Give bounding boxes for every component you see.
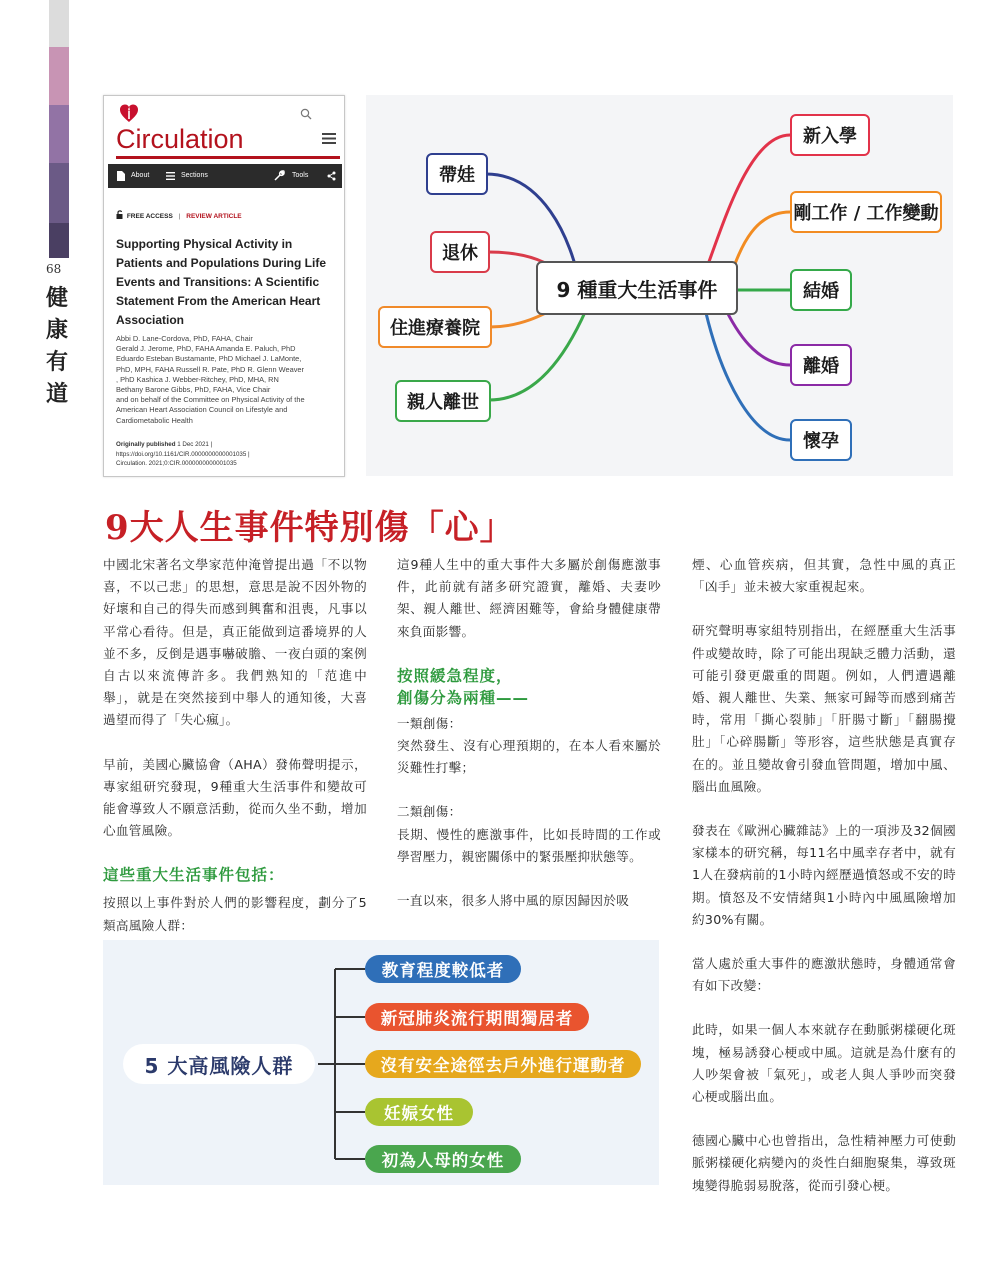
trauma-type-label: 一類創傷：	[397, 715, 462, 731]
share-icon[interactable]	[327, 171, 336, 181]
article-type-label: REVIEW ARTICLE	[186, 213, 242, 220]
mindmap-node: 新入學	[790, 114, 870, 156]
mindmap-node: 離婚	[790, 344, 852, 386]
page-number: 68	[46, 262, 62, 276]
mindmap-node: 剛工作 / 工作變動	[790, 191, 942, 233]
risk-group-pill: 初為人母的女性	[365, 1145, 521, 1173]
access-line: FREE ACCESS | REVIEW ARTICLE	[116, 210, 242, 220]
list-icon	[166, 172, 175, 180]
sidebar-color-block	[49, 0, 69, 47]
life-events-mindmap	[366, 95, 953, 476]
connector-line	[731, 212, 790, 275]
mindmap-node: 親人離世	[395, 380, 491, 422]
text-column-1	[103, 554, 367, 937]
journal-navbar	[108, 164, 342, 188]
paragraph: 德國心臟中心也曾指出，急性精神壓力可使動脈粥樣硬化病變內的炎性白細胞聚集，導致斑塊變得脆弱易脫落，從而引發心梗。	[692, 1133, 956, 1193]
free-access-label: FREE ACCESS	[126, 213, 173, 220]
connector-line	[706, 313, 790, 440]
paragraph: 發表在《歐洲心臟雜誌》上的一項涉及32個國家樣本的研究稱，每11名中風幸存者中，就有1人在發病前的1小時內經歷過憤怒或不安的時期。憤怒及不安情緒與1小時內中風風險增加約30%有關。	[692, 823, 956, 927]
section-subheading	[397, 665, 661, 709]
mindmap-node: 帶娃	[426, 153, 488, 195]
doi-link[interactable]: https://doi.org/10.1161/CIR.0000000000001035 |	[116, 450, 250, 458]
author-line: , PhD Kashica J. Webber-Ritchey, PhD, MHA, RN	[116, 374, 279, 384]
connector-line	[726, 310, 790, 365]
author-line: Eduardo Esteban Bustamante, PhD Michael J. LaMonte,	[116, 354, 302, 364]
author-line: American Heart Association Council on Lifestyle and	[116, 405, 288, 415]
risk-group-pill: 沒有安全途徑去戶外進行運動者	[365, 1050, 641, 1078]
article-headline: 9大人生事件特別傷「心」	[105, 508, 515, 548]
author-line: Abbi D. Lane-Cordova, PhD, FAHA, Chair	[116, 334, 253, 343]
risk-group-pill: 新冠肺炎流行期間獨居者	[365, 1003, 589, 1031]
paragraph: 早前，美國心臟協會（AHA）發佈聲明提示，專家組研究發現，9種重大生活事件和變故可能會導致人不願意活動，從而久坐不動，增加心血管風險。	[103, 756, 367, 839]
paragraph: 中國北宋著名文學家范仲淹曾提出過「不以物喜，不以己悲」的思想，意思是說不因外物的好壞和自己的得失而感到興奮和沮喪，凡事以平常心看待。但是，真正能做到這番境界的人並不多，反倒是遇事嚇破膽、一夜白頭的案例自古以來流傳許多。我們熟知的「范進中舉」，就是在突然接到中舉人的通知後，大喜過望而得了「失心瘋」。	[103, 557, 367, 728]
publication-meta	[116, 440, 340, 469]
title-rule	[116, 156, 340, 159]
risk-group-pill: 妊娠女性	[365, 1098, 473, 1126]
author-list	[116, 334, 340, 426]
mindmap-center-node: 9 種重大生活事件	[536, 261, 738, 315]
connector-line	[489, 310, 586, 400]
sidebar-color-block	[49, 223, 69, 258]
journal-title: Circulation	[116, 124, 244, 154]
mindmap-center-node: 5 大高風險人群	[123, 1044, 315, 1084]
paragraph: 突然發生、沒有心理預期的，在本人看來屬於災難性打擊；	[397, 738, 661, 776]
article-title[interactable]: Supporting Physical Activity in Patients and Populations During Life Events and Transitions: A Scientific Statement From the American Heart Association	[116, 237, 327, 327]
subheading-line: 按照緩急程度，	[397, 666, 513, 685]
mindmap-node: 退休	[430, 231, 490, 273]
published-label: Originally published	[116, 441, 176, 448]
paragraph: 這9種人生中的重大事件大多屬於創傷應激事件，此前就有諸多研究證實，離婚、夫妻吵架、親人離世、經濟困難等，會給身體健康帶來負面影響。	[397, 557, 661, 639]
paragraph: 此時，如果一個人本來就存在動脈粥樣硬化斑塊，極易誘發心梗或中風。這就是為什麼有的人吵架會被「氣死」，或老人與人爭吵而突發心梗或腦出血。	[692, 1022, 956, 1105]
author-line: Cardiometabolic Health	[116, 415, 193, 425]
paragraph: 按照以上事件對於人們的影響程度，劃分了5類高風險人群：	[103, 895, 367, 933]
high-risk-groups-mindmap	[103, 940, 659, 1185]
author-line: PhD, MPH, FAHA Russell R. Pate, PhD R. Glenn Weaver	[116, 364, 304, 374]
subheading-line: 創傷分為兩種——	[397, 688, 530, 707]
connector-line	[706, 135, 790, 270]
wrench-icon	[274, 170, 285, 181]
text-column-2	[397, 554, 661, 912]
author-line: Gerald J. Jerome, PhD, FAHA Amanda E. Paluch, PhD	[116, 344, 296, 354]
search-icon[interactable]	[300, 108, 312, 120]
nav-about[interactable]: About	[131, 172, 150, 179]
published-date: 1 Dec 2021	[177, 441, 209, 448]
mindmap-node: 結婚	[790, 269, 852, 311]
heart-torch-icon	[118, 102, 140, 124]
journal-screenshot	[103, 95, 345, 477]
author-line: and on behalf of the Committee on Physical Activity of the	[116, 395, 305, 405]
sidebar-color-block	[49, 105, 69, 163]
menu-icon[interactable]	[322, 133, 336, 144]
published-line: Originally published 1 Dec 2021 |	[116, 441, 213, 448]
sidebar-color-block	[49, 163, 69, 223]
risk-group-pill: 教育程度較低者	[365, 955, 521, 983]
text-column-3	[692, 554, 956, 1197]
paragraph: 研究聲明專家組特別指出，在經歷重大生活事件或變故時，除了可能出現缺乏體力活動，還可能引發更嚴重的問題。例如，人們遭遇離婚、親人離世、失業、無家可歸等而感到痛苦時，常用「撕心裂肺」「肝腸寸斷」「翻腸攪肚」「心碎腸斷」等形容，這些狀態是真實存在的。並且變故會引發血管問題，增加中風、腦出血風險。	[692, 623, 956, 794]
section-subheading: 這些重大生活事件包括：	[103, 866, 285, 885]
mindmap-node: 懷孕	[790, 419, 852, 461]
paragraph: 長期、慢性的應激事件，比如長時間的工作或學習壓力，親密關係中的緊張壓抑狀態等。	[397, 826, 661, 864]
sidebar-color-block	[49, 47, 69, 105]
mindmap-node: 住進療養院	[378, 306, 492, 348]
paragraph: 一直以來，很多人將中風的原因歸因於吸	[397, 893, 630, 909]
nav-tools[interactable]: Tools	[292, 172, 309, 179]
nav-sections[interactable]: Sections	[181, 172, 208, 179]
author-line: Bethany Barone Gibbs, PhD, FAHA, Vice Chair	[116, 385, 271, 395]
trauma-type-label: 二類創傷：	[397, 804, 462, 820]
document-icon	[117, 171, 125, 181]
citation: Circulation. 2021;0:CIR.0000000000001035	[116, 460, 237, 467]
column-title: 健康有道	[45, 285, 68, 407]
paragraph: 煙、心血管疾病，但其實，急性中風的真正「凶手」並未被大家重視起來。	[692, 557, 956, 595]
paragraph: 當人處於重大事件的應激狀態時，身體通常會有如下改變：	[692, 956, 956, 994]
open-lock-icon	[116, 210, 125, 219]
